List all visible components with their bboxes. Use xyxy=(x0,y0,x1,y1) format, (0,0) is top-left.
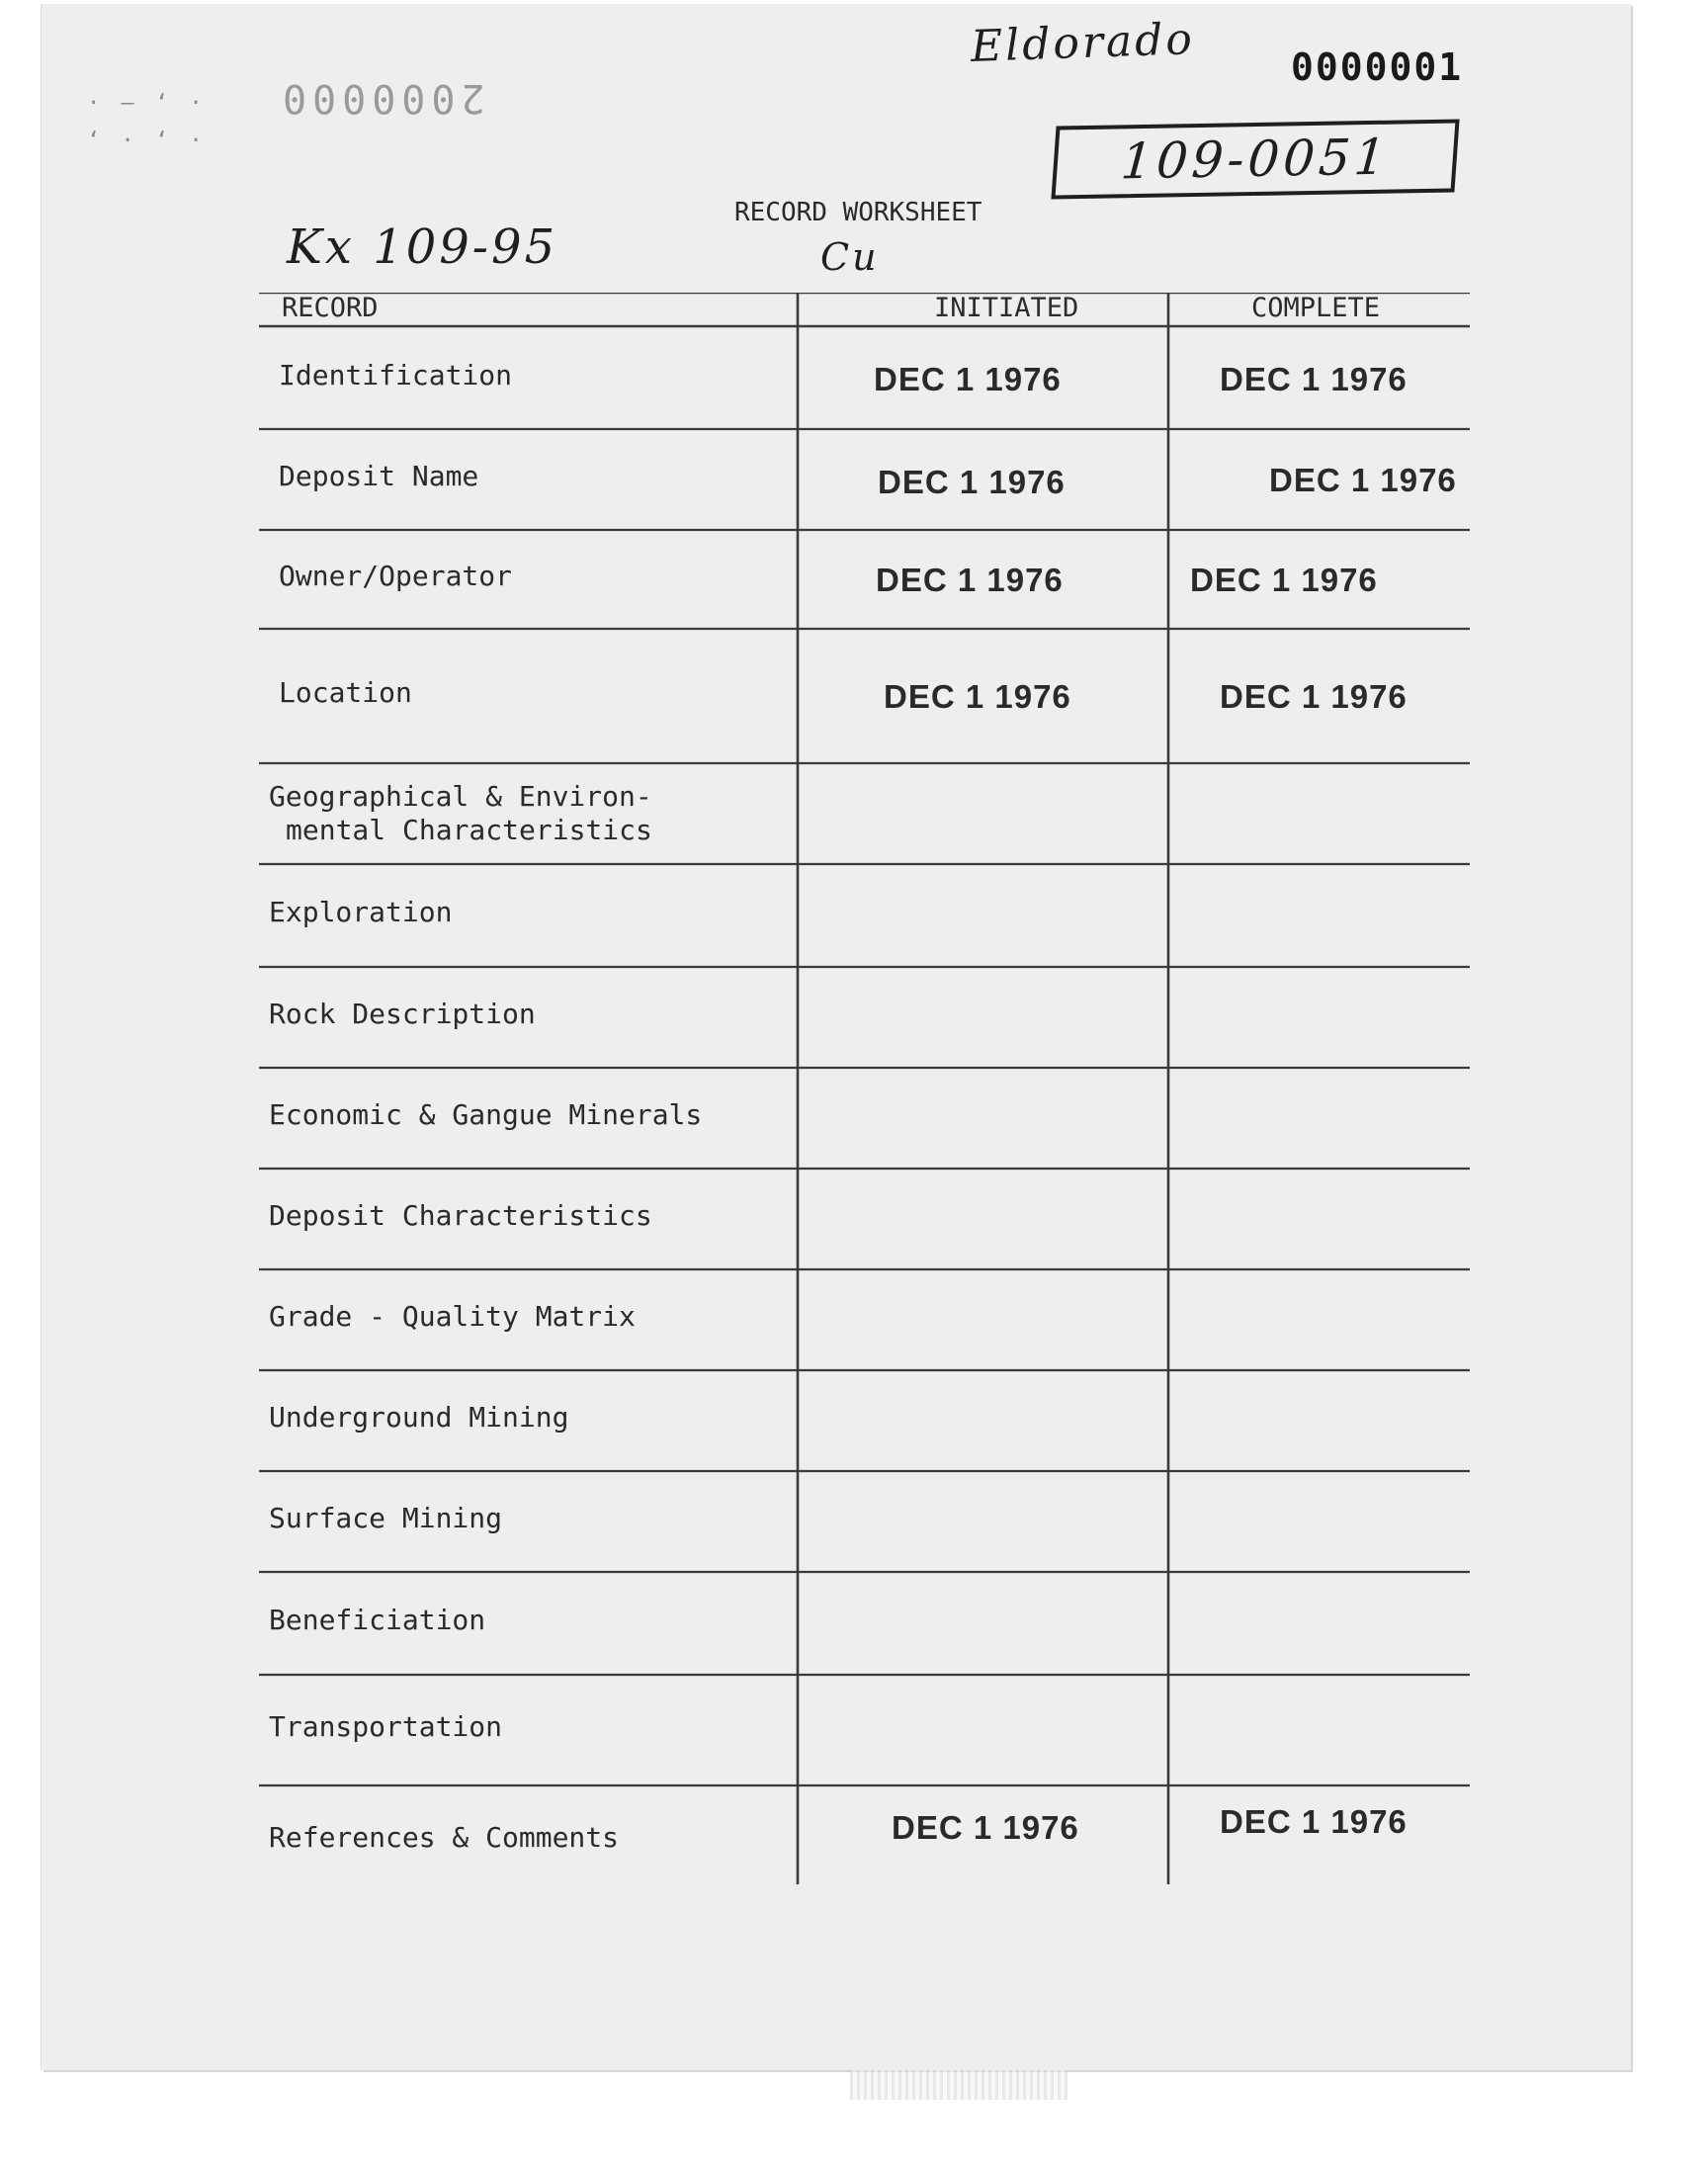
handwritten-boxed-number: 109-0051 xyxy=(1051,119,1459,199)
handwritten-name: Eldorado xyxy=(970,14,1196,72)
row-label: Location xyxy=(279,676,412,709)
page-title: RECORD WORKSHEET xyxy=(734,198,982,227)
record-worksheet-table xyxy=(259,293,1470,1884)
row-label: Economic & Gangue Minerals xyxy=(269,1098,703,1131)
ghost-number: 2000000 xyxy=(277,75,485,121)
initiated-date-stamp: DEC 1 1976 xyxy=(892,1809,1079,1846)
row-label: Identification xyxy=(279,359,513,392)
row-label: Deposit Name xyxy=(279,460,479,492)
handwritten-code: Kx 109-95 xyxy=(287,219,558,275)
document-number: 0000001 xyxy=(1291,45,1464,89)
initiated-date-stamp: DEC 1 1976 xyxy=(884,678,1071,715)
row-label: Exploration xyxy=(269,896,453,928)
header-initiated: INITIATED xyxy=(934,293,1079,323)
complete-date-stamp: DEC 1 1976 xyxy=(1220,361,1408,397)
initiated-date-stamp: DEC 1 1976 xyxy=(876,562,1064,598)
row-label: Surface Mining xyxy=(269,1502,503,1534)
complete-date-stamp: DEC 1 1976 xyxy=(1190,562,1378,598)
row-label: References & Comments xyxy=(269,1821,620,1854)
row-label: Underground Mining xyxy=(269,1401,569,1434)
row-label-line1: Geographical & Environ- xyxy=(269,780,652,813)
header-complete: COMPLETE xyxy=(1251,293,1381,323)
row-label xyxy=(269,780,652,847)
row-label: Transportation xyxy=(269,1710,503,1743)
table-grid xyxy=(259,293,1470,1884)
initiated-date-stamp: DEC 1 1976 xyxy=(878,464,1066,500)
row-label: Owner/Operator xyxy=(279,560,513,592)
row-label-line2: mental Characteristics xyxy=(286,814,652,846)
handwritten-element: Cu xyxy=(820,235,880,279)
complete-date-stamp: DEC 1 1976 xyxy=(1269,462,1457,498)
row-label: Deposit Characteristics xyxy=(269,1199,652,1232)
complete-date-stamp: DEC 1 1976 xyxy=(1220,1803,1408,1840)
row-label: Grade - Quality Matrix xyxy=(269,1300,636,1333)
initiated-date-stamp: DEC 1 1976 xyxy=(874,361,1062,397)
scan-specks: · – ‘ · ‘ · ‘ · xyxy=(87,91,207,153)
row-label: Beneficiation xyxy=(269,1604,486,1636)
row-label: Rock Description xyxy=(269,998,536,1030)
scan-artifact xyxy=(850,2070,1068,2100)
complete-date-stamp: DEC 1 1976 xyxy=(1220,678,1408,715)
header-record: RECORD xyxy=(282,293,379,323)
